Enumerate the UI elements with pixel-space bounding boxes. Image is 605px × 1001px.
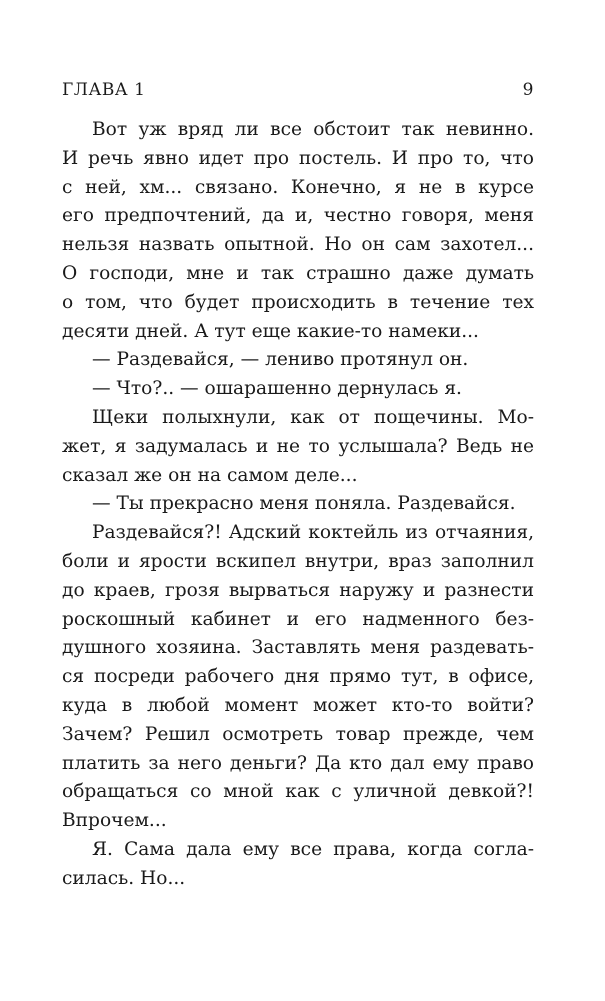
text-line: душного хозяина. Заставлять меня раздевать- — [62, 637, 534, 659]
text-line: обращаться со мной как с уличной девкой?! — [62, 781, 534, 803]
text-line: И речь явно идет про постель. И про то, что — [62, 147, 534, 169]
text-line: — Ты прекрасно меня поняла. Раздевайся. — [92, 493, 516, 515]
text-line: — Что?.. — ошарашенно дернулась я. — [92, 378, 462, 400]
text-line: Раздевайся?! Адский коктейль из отчаяния, — [92, 522, 534, 544]
text-line: Зачем? Решил осмотреть товар прежде, чем — [62, 723, 534, 745]
text-line: с ней, хм... связано. Конечно, я не в курсе — [62, 176, 534, 198]
text-line: сказал же он на самом деле... — [62, 464, 358, 486]
text-line: Щеки полыхнули, как от пощечины. Мо- — [92, 406, 534, 428]
text-line: жет, я задумалась и не то услышала? Ведь не — [62, 435, 534, 457]
text-line: платить за него деньги? Да кто дал ему право — [62, 752, 534, 774]
text-line: ся посреди рабочего дня прямо тут, в офисе, — [62, 666, 534, 688]
text-line: Впрочем... — [62, 810, 167, 832]
text-line: боли и ярости вскипел внутри, враз заполнил — [62, 550, 534, 572]
text-line: до краев, грозя вырваться наружу и разнести — [62, 579, 534, 601]
text-line: нельзя назвать опытной. Но он сам захотел... — [62, 234, 534, 256]
text-line: силась. Но... — [62, 867, 186, 889]
body-text — [62, 116, 534, 894]
running-head — [62, 78, 534, 102]
text-line: — Раздевайся, — лениво протянул он. — [92, 349, 469, 371]
text-line: Я. Сама дала ему все права, когда согла- — [92, 838, 534, 860]
chapter-title: ГЛАВА 1 — [62, 80, 146, 100]
text-line: о том, что будет происходить в течение тех — [62, 291, 534, 313]
text-line: О господи, мне и так страшно даже думать — [62, 262, 534, 284]
page-number: 9 — [522, 80, 534, 100]
text-line: десяти дней. А тут еще какие-то намеки... — [62, 320, 479, 342]
text-line: его предпочтений, да и, честно говоря, меня — [62, 205, 534, 227]
text-line: Вот уж вряд ли все обстоит так невинно. — [92, 119, 534, 140]
text-line: роскошный кабинет и его надменного без- — [62, 608, 534, 630]
text-line: куда в любой момент может кто-то войти? — [62, 694, 534, 716]
